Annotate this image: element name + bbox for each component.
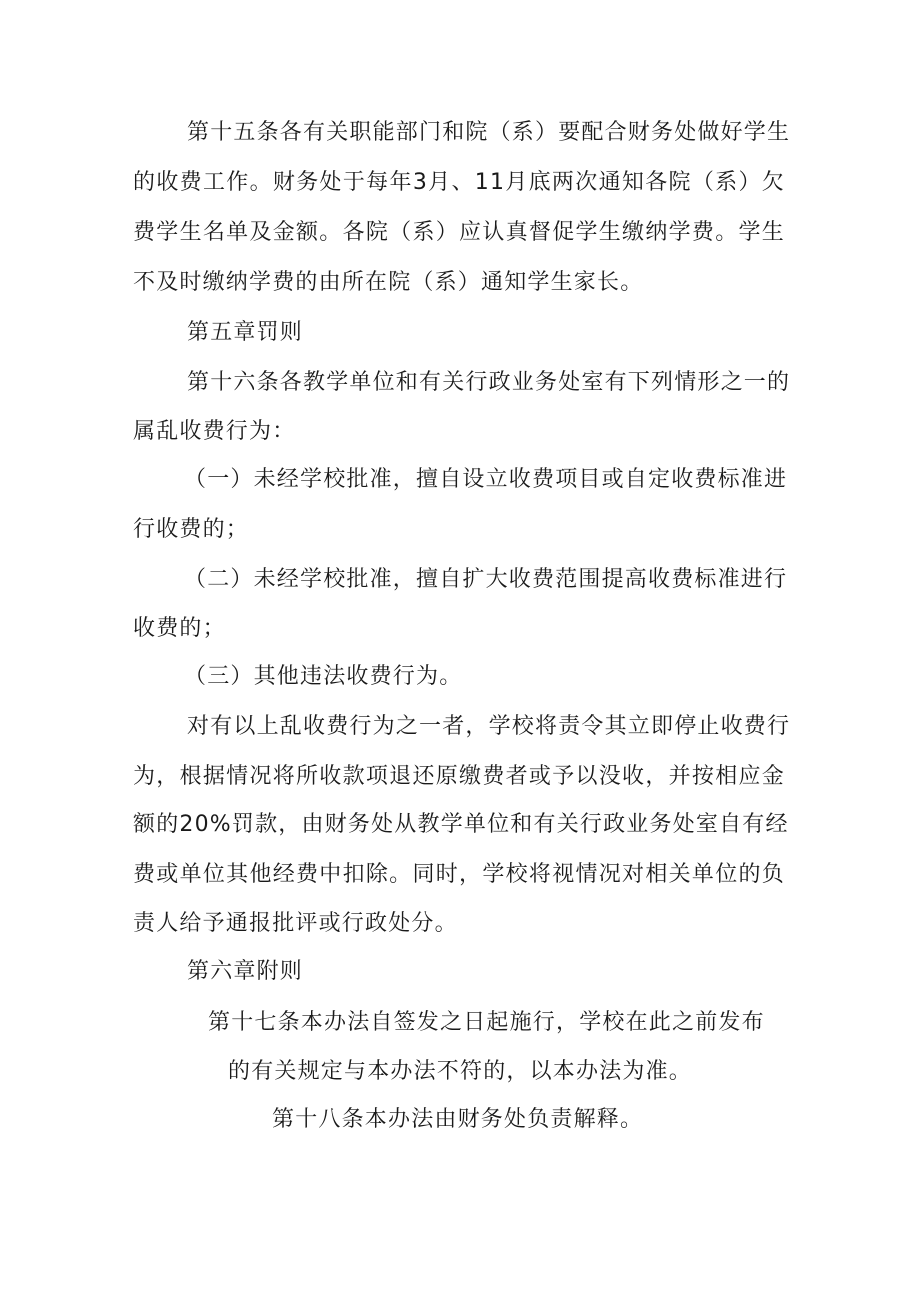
item-1-line-2: 行收费的； bbox=[133, 517, 250, 542]
item-3: （三）其他违法收费行为。 bbox=[184, 664, 463, 689]
article-15-line-2: 的收费工作。财务处于每年3月、11月底两次通知各院（系）欠 bbox=[133, 170, 785, 195]
penalty-line-3: 额的20%罚款，由财务处从教学单位和有关行政业务处室自有经 bbox=[133, 812, 789, 837]
article-15-line-4: 不及时缴纳学费的由所在院（系）通知学生家长。 bbox=[133, 270, 644, 295]
item-1-line-1: （一）未经学校批准，擅自设立收费项目或自定收费标准进 bbox=[184, 467, 788, 492]
article-17-line-1: 第十七条本办法自签发之日起施行，学校在此之前发布 bbox=[208, 1010, 765, 1035]
article-16-line-1: 第十六条各教学单位和有关行政业务处室有下列情形之一的 bbox=[187, 370, 791, 395]
penalty-line-2: 为，根据情况将所收款项退还原缴费者或予以没收，并按相应金 bbox=[133, 764, 785, 789]
article-15-line-1: 第十五条各有关职能部门和院（系）要配合财务处做好学生 bbox=[187, 120, 791, 145]
article-16-line-2: 属乱收费行为： bbox=[133, 419, 296, 444]
item-2-line-1: （二）未经学校批准，擅自扩大收费范围提高收费标准进行 bbox=[184, 567, 788, 592]
item-2-line-2: 收费的； bbox=[133, 616, 226, 641]
penalty-line-1: 对有以上乱收费行为之一者，学校将责令其立即停止收费行 bbox=[187, 714, 791, 739]
chapter-6-heading: 第六章附则 bbox=[187, 959, 304, 984]
chapter-5-heading: 第五章罚则 bbox=[187, 320, 304, 345]
penalty-line-4: 费或单位其他经费中扣除。同时，学校将视情况对相关单位的负 bbox=[133, 862, 785, 887]
article-17-line-2: 的有关规定与本办法不符的，以本办法为准。 bbox=[228, 1059, 693, 1084]
penalty-line-5: 责人给予通报批评或行政处分。 bbox=[133, 911, 458, 936]
article-18: 第十八条本办法由财务处负责解释。 bbox=[272, 1107, 644, 1132]
article-15-line-3: 费学生名单及金额。各院（系）应认真督促学生缴纳学费。学生 bbox=[133, 220, 785, 245]
